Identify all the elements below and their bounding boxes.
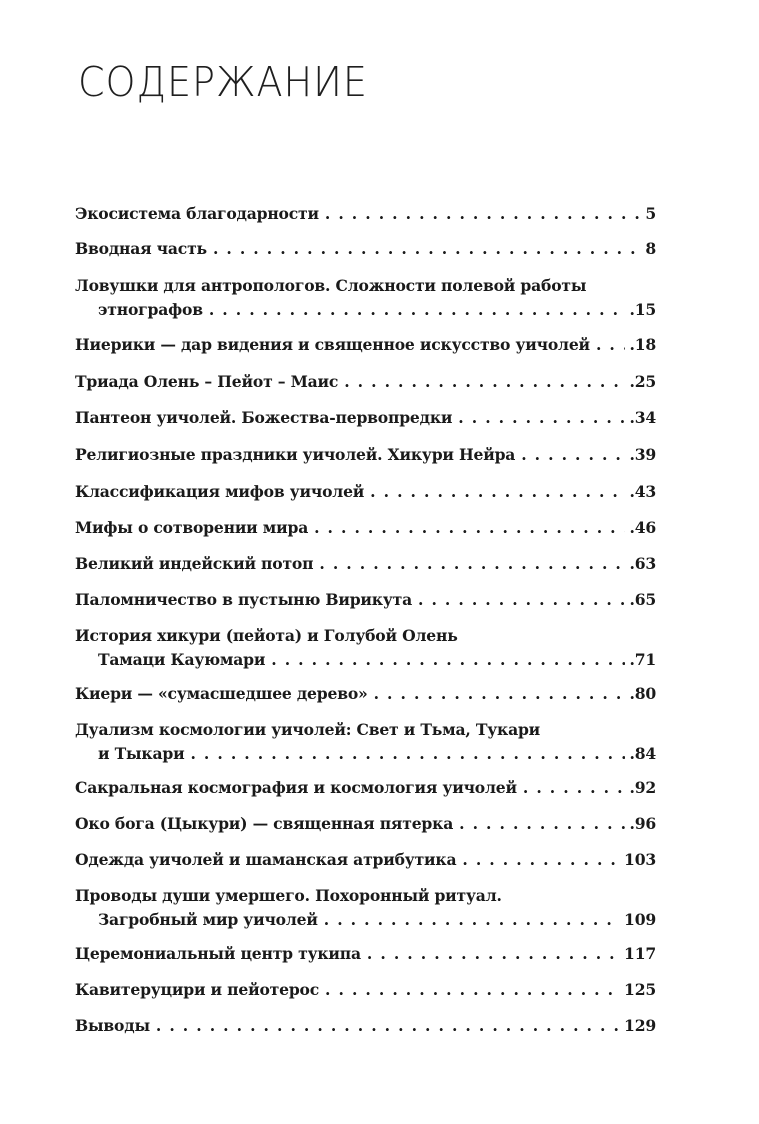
toc-entry[interactable] [75, 237, 656, 261]
dot-leader [156, 1014, 620, 1038]
toc-entry-title: Кавитеруцири и пейотерос [75, 980, 320, 999]
dot-leader [458, 406, 625, 430]
toc-entry[interactable] [75, 202, 656, 226]
dot-leader [596, 333, 626, 357]
toc-entry[interactable] [75, 370, 656, 394]
toc-entry-page: .34 [629, 408, 656, 427]
dot-leader [418, 588, 625, 612]
toc-entry-page: 109 [624, 910, 656, 929]
toc-entry-page: .18 [629, 335, 656, 354]
toc-entry-page: 125 [624, 980, 656, 999]
toc-entry-title: Религиозные праздники уичолей. Хикури Нейра [75, 445, 516, 464]
toc-entry-page: .15 [629, 300, 656, 319]
toc-entry[interactable] [75, 884, 656, 932]
toc-entry[interactable] [75, 942, 656, 966]
dot-leader [367, 942, 620, 966]
toc-entry[interactable] [75, 406, 656, 430]
toc-entry-title: Выводы [75, 1016, 150, 1035]
toc-entry-title-line2: Загробный мир уичолей [98, 910, 318, 929]
toc-entry-title: Триада Олень – Пейот – Маис [75, 372, 339, 391]
toc-entry-title-line1: Ловушки для антропологов. Сложности полевой работы [75, 276, 587, 295]
toc-entry[interactable] [75, 588, 656, 612]
dot-leader [370, 480, 625, 504]
toc-entry-page: .43 [629, 482, 656, 501]
toc-entry-title-line1: История хикури (пейота) и Голубой Олень [75, 626, 458, 645]
dot-leader [190, 742, 625, 766]
toc-entry-title: Киери — «сумасшедшее дерево» [75, 684, 368, 703]
toc-entry-page: .84 [629, 744, 656, 763]
toc-entry[interactable] [75, 1014, 656, 1038]
toc-entry-title-line2: Тамаци Кауюмари [98, 650, 266, 669]
dot-leader [324, 908, 620, 932]
toc-entry[interactable] [75, 978, 656, 1002]
toc-entry-page: 129 [624, 1016, 656, 1035]
toc-entry-title: Пантеон уичолей. Божества-первопредки [75, 408, 453, 427]
toc-entry-page: 117 [624, 944, 656, 963]
toc-entry-page: .25 [629, 372, 656, 391]
toc-entry-title-line1: Проводы души умершего. Похоронный ритуал. [75, 886, 502, 905]
dot-leader [314, 516, 625, 540]
toc-entry-page: 8 [645, 239, 656, 258]
toc-entry[interactable] [75, 776, 656, 800]
dot-leader [319, 552, 625, 576]
toc-entry-title: Мифы о сотворении мира [75, 518, 309, 537]
toc-entry[interactable] [75, 274, 656, 322]
dot-leader [523, 776, 626, 800]
toc-entry-title-line1: Дуализм космологии уичолей: Свет и Тьма, Тукари [75, 720, 541, 739]
dot-leader [209, 298, 626, 322]
toc-entry-page: .96 [629, 814, 656, 833]
toc-entry[interactable] [75, 624, 656, 672]
dot-leader [459, 812, 625, 836]
dot-leader [325, 202, 641, 226]
toc-entry-page: 103 [624, 850, 656, 869]
toc-entry-page: .71 [629, 650, 656, 669]
dot-leader [213, 237, 641, 261]
toc-entry-page: .80 [629, 684, 656, 703]
toc-entry-title: Великий индейский потоп [75, 554, 314, 573]
dot-leader [521, 443, 625, 467]
dot-leader [374, 682, 626, 706]
toc-entry-title-line2: и Тыкари [98, 744, 185, 763]
page-title: СОДЕРЖАНИЕ [78, 58, 368, 106]
toc-entry[interactable] [75, 333, 656, 357]
toc-entry-title: Вводная часть [75, 239, 207, 258]
toc-entry[interactable] [75, 718, 656, 766]
toc-entry[interactable] [75, 443, 656, 467]
toc-entry-title: Одежда уичолей и шаманская атрибутика [75, 850, 457, 869]
toc-entry[interactable] [75, 516, 656, 540]
toc-entry-page: .39 [629, 445, 656, 464]
toc-entry-title: Церемониальный центр тукипа [75, 944, 361, 963]
toc-entry-title: Око бога (Цыкури) — священная пятерка [75, 814, 454, 833]
toc-entry[interactable] [75, 682, 656, 706]
toc-entry[interactable] [75, 848, 656, 872]
toc-entry-page: .46 [629, 518, 656, 537]
toc-entry-title: Ниерики — дар видения и священное искусство уичолей [75, 335, 590, 354]
toc-entry-page: .65 [629, 590, 656, 609]
toc-entry-title: Экосистема благодарности [75, 204, 319, 223]
toc-entry[interactable] [75, 812, 656, 836]
dot-leader [344, 370, 625, 394]
toc-entry-title-line2: этнографов [98, 300, 203, 319]
toc-entry-title: Паломничество в пустыню Вирикута [75, 590, 413, 609]
toc-entry-page: .92 [629, 778, 656, 797]
toc-entry[interactable] [75, 552, 656, 576]
toc-entry-page: .63 [629, 554, 656, 573]
toc-entry-title: Классификация мифов уичолей [75, 482, 365, 501]
dot-leader [271, 648, 625, 672]
toc-entry-page: 5 [645, 204, 656, 223]
dot-leader [462, 848, 620, 872]
toc-entry-title: Сакральная космография и космология уичолей [75, 778, 517, 797]
dot-leader [325, 978, 620, 1002]
toc-entry[interactable] [75, 480, 656, 504]
